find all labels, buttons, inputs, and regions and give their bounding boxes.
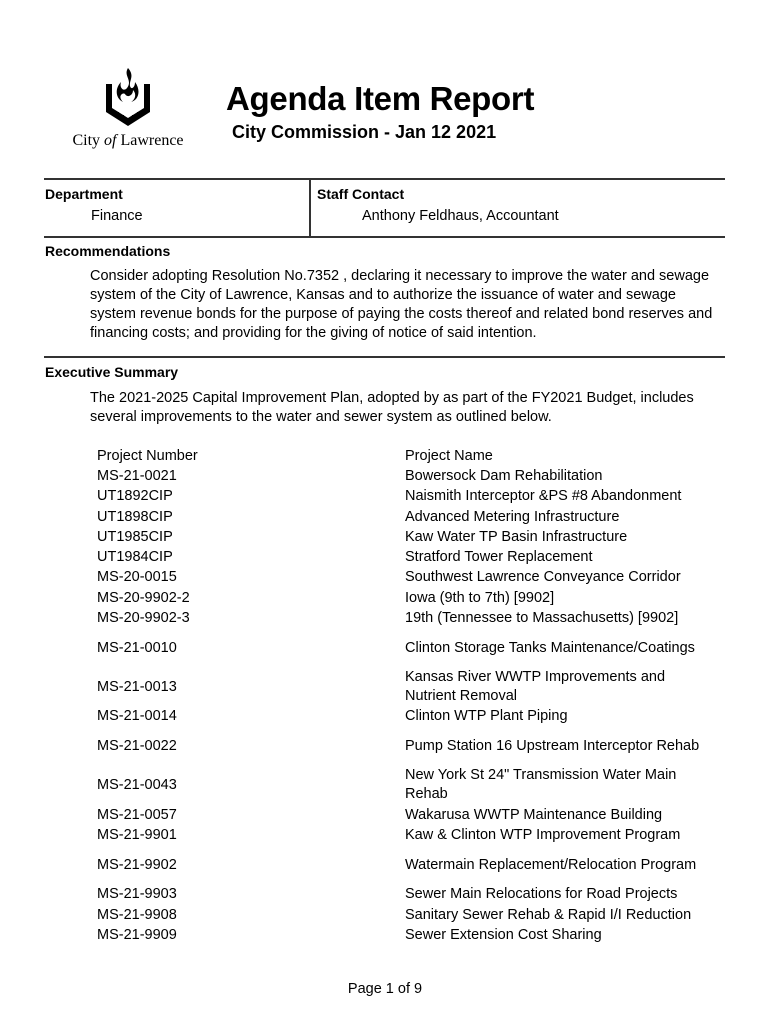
project-name: Bowersock Dam Rehabilitation — [405, 467, 603, 484]
table-row — [97, 846, 727, 885]
table-row — [97, 547, 727, 567]
project-number: MS-21-0043 — [97, 776, 177, 793]
table-row — [97, 727, 727, 766]
recommendations-heading: Recommendations — [45, 243, 171, 259]
project-number: UT1898CIP — [97, 508, 173, 525]
project-number: MS-21-9903 — [97, 886, 177, 903]
executive-summary-heading: Executive Summary — [45, 364, 179, 380]
city-logo — [72, 66, 184, 156]
department-label: Department — [45, 186, 123, 202]
project-name: Kaw Water TP Basin Infrastructure — [405, 528, 628, 545]
project-number: UT1892CIP — [97, 488, 173, 505]
project-name: Pump Station 16 Upstream Interceptor Rehab — [405, 737, 700, 754]
projects-table — [97, 446, 727, 945]
flame-shield-icon — [103, 66, 153, 128]
project-name: Watermain Replacement/Relocation Program — [405, 856, 697, 873]
project-name: Iowa (9th to 7th) [9902] — [405, 589, 555, 606]
project-number: UT1984CIP — [97, 549, 173, 566]
table-row — [97, 568, 727, 588]
header-project-number: Project Number — [97, 447, 198, 464]
table-row — [97, 466, 727, 486]
header-project-name: Project Name — [405, 447, 493, 464]
divider-recommendations-bottom — [44, 356, 725, 358]
projects-header-row — [97, 446, 727, 466]
project-number: MS-21-0022 — [97, 737, 177, 754]
project-name: Southwest Lawrence Conveyance Corridor — [405, 569, 681, 586]
project-number: MS-21-9901 — [97, 826, 177, 843]
table-row — [97, 925, 727, 945]
table-row — [97, 707, 727, 727]
divider-top — [44, 178, 725, 180]
project-name: Kansas River WWTP Improvements and Nutrient Removal — [405, 669, 666, 705]
project-name: 19th (Tennessee to Massachusetts) [9902] — [405, 610, 679, 627]
project-name: Sewer Extension Cost Sharing — [405, 926, 602, 943]
project-name: Clinton WTP Plant Piping — [405, 708, 568, 725]
project-name: Naismith Interceptor &PS #8 Abandonment — [405, 488, 682, 505]
project-number: MS-21-0014 — [97, 708, 177, 725]
table-row — [97, 825, 727, 845]
table-row — [97, 527, 727, 547]
staff-contact-value: Anthony Feldhaus, Accountant — [362, 208, 559, 224]
table-row — [97, 805, 727, 825]
table-row — [97, 766, 727, 805]
project-name: Clinton Storage Tanks Maintenance/Coatings — [405, 639, 695, 656]
table-row — [97, 588, 727, 608]
table-row — [97, 487, 727, 507]
project-number: MS-21-0013 — [97, 678, 177, 695]
project-number: MS-21-0021 — [97, 467, 177, 484]
project-name: Sewer Main Relocations for Road Projects — [405, 886, 678, 903]
table-row — [97, 629, 727, 668]
project-number: MS-20-9902-2 — [97, 589, 190, 606]
table-row — [97, 507, 727, 527]
project-name: Stratford Tower Replacement — [405, 549, 593, 566]
project-number: MS-21-0010 — [97, 639, 177, 656]
project-name: Sanitary Sewer Rehab & Rapid I/I Reduction — [405, 906, 692, 923]
project-number: MS-21-9902 — [97, 856, 177, 873]
table-row — [97, 885, 727, 905]
project-number: MS-20-9902-3 — [97, 610, 190, 627]
projects-body — [97, 466, 727, 945]
project-name: Advanced Metering Infrastructure — [405, 508, 620, 525]
page-subtitle: City Commission - Jan 12 2021 — [232, 122, 497, 142]
divider-vertical — [309, 178, 311, 237]
project-name: New York St 24" Transmission Water Main Rehab — [405, 767, 677, 803]
recommendations-text: Consider adopting Resolution No.7352 , declaring it necessary to improve the water and sewage system of the City of Lawrence, Kansas and to authorize the issuance of water and sewage system revenue bonds for the purpose of paying the costs thereof and related bond reserves and financing costs; and providing for the giving of notice of said intention. — [90, 268, 713, 341]
city-logo-text: City of Lawrence — [72, 132, 184, 149]
executive-summary-text: The 2021-2025 Capital Improvement Plan, adopted by as part of the FY2021 Budget, includes several improvements to the water and sewer system as outlined below. — [90, 390, 694, 425]
project-number: UT1985CIP — [97, 528, 173, 545]
table-row — [97, 608, 727, 628]
project-number: MS-21-9909 — [97, 926, 177, 943]
project-number: MS-21-0057 — [97, 806, 177, 823]
project-number: MS-21-9908 — [97, 906, 177, 923]
staff-contact-label: Staff Contact — [317, 186, 405, 202]
table-row — [97, 905, 727, 925]
page-title: Agenda Item Report — [226, 80, 535, 117]
project-name: Kaw & Clinton WTP Improvement Program — [405, 826, 681, 843]
table-row — [97, 668, 727, 707]
department-value: Finance — [91, 208, 143, 224]
project-number: MS-20-0015 — [97, 569, 177, 586]
divider-info-bottom — [44, 236, 725, 238]
project-name: Wakarusa WWTP Maintenance Building — [405, 806, 663, 823]
page-number: Page 1 of 9 — [347, 981, 423, 997]
